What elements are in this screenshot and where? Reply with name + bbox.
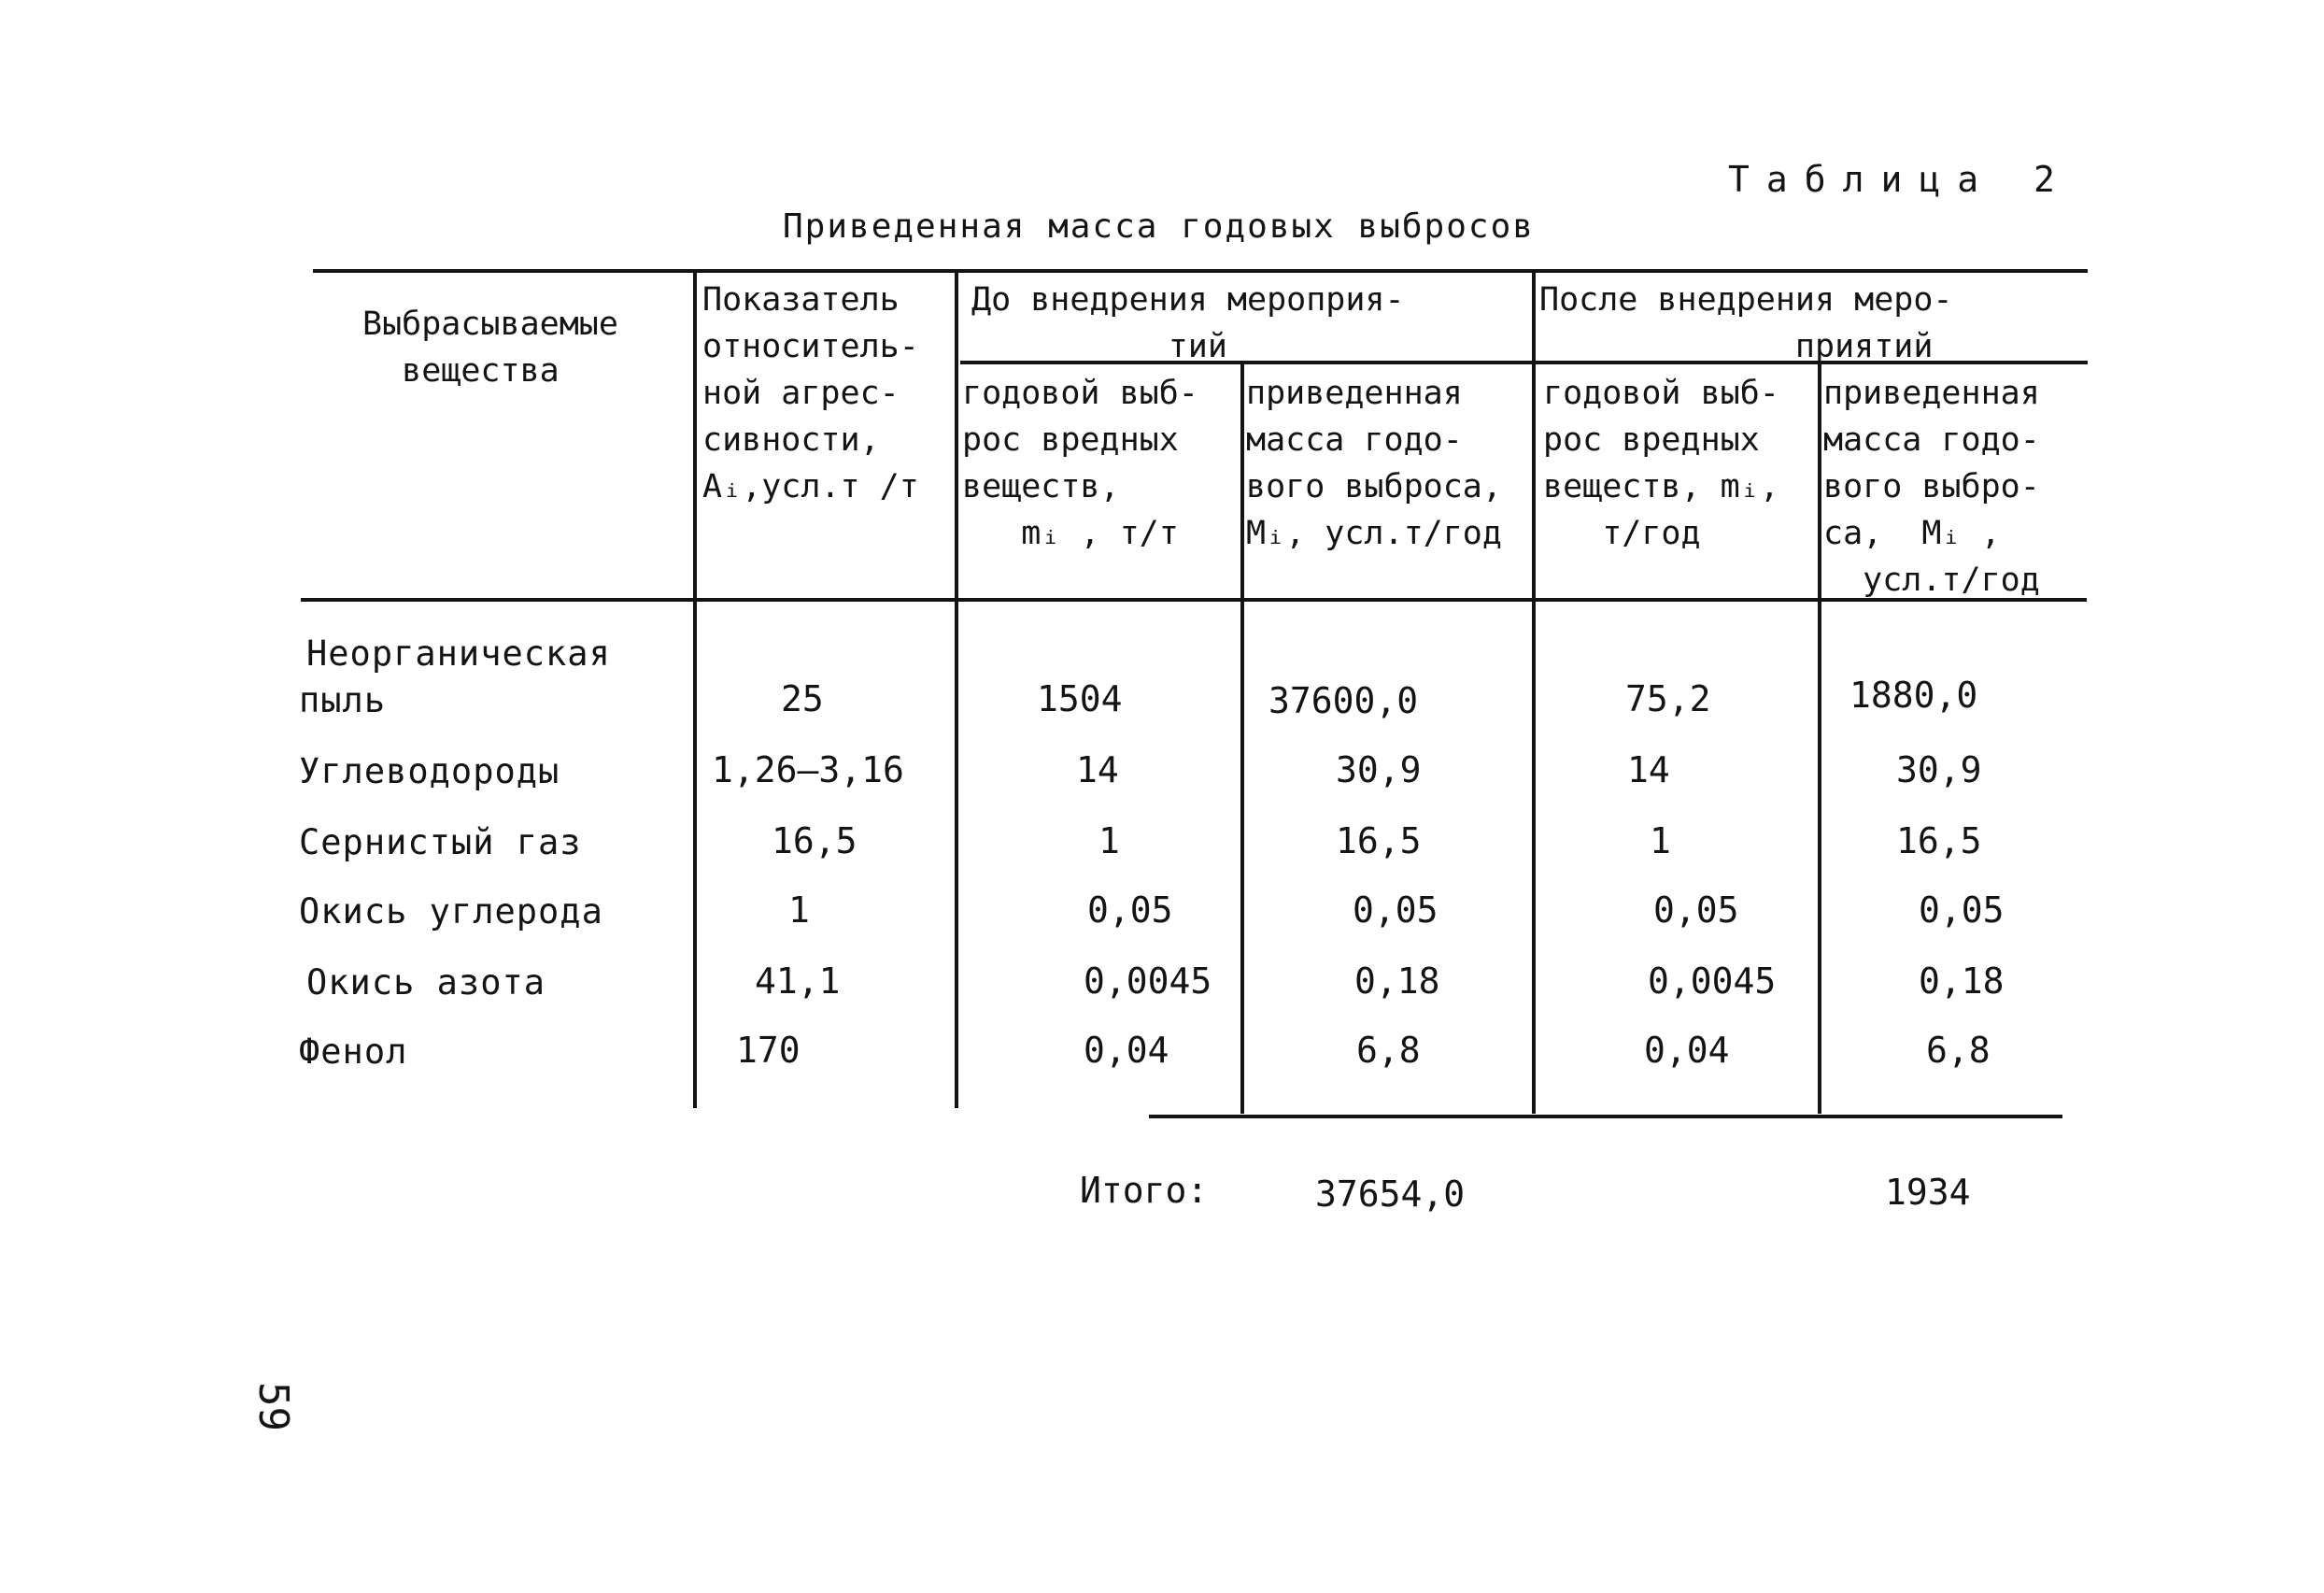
row-name: Фенол — [299, 1031, 408, 1072]
total-before: 37654,0 — [1315, 1173, 1466, 1215]
total-after: 1934 — [1885, 1172, 1971, 1213]
cell-after-emission: 0,0045 — [1648, 960, 1777, 1002]
col-divider-2 — [955, 269, 958, 1108]
cell-before-emission: 0,0045 — [1084, 960, 1212, 1002]
header-before-reduced: приведенная масса годо- вого выброса, Mᵢ, усл.т/год — [1246, 375, 1502, 552]
col-divider-4 — [1532, 269, 1536, 1114]
row-name-line1: Неорганическая — [306, 633, 611, 674]
cell-after-reduced: 1880,0 — [1849, 675, 1978, 716]
col-divider-5 — [1818, 361, 1821, 1114]
row-name: Окись углерода — [299, 891, 603, 932]
cell-before-emission: 0,04 — [1084, 1030, 1169, 1071]
header-after-emission: годовой выб- рос вредных веществ, mᵢ, т/год — [1543, 375, 1779, 552]
page-number: 59 — [248, 1382, 297, 1431]
cell-index: 1 — [788, 889, 810, 931]
cell-before-reduced: 37600,0 — [1268, 680, 1419, 721]
header-before-emission: годовой выб- рос вредных веществ, mᵢ , т/т — [962, 375, 1198, 552]
header-aggressiveness-index: Показатель относитель- ной агрес- сивности, Aᵢ,усл.т /т — [702, 281, 919, 505]
cell-after-reduced: 6,8 — [1926, 1030, 1991, 1071]
cell-before-reduced: 6,8 — [1356, 1030, 1421, 1071]
cell-before-emission: 0,05 — [1087, 889, 1173, 931]
cell-after-emission: 1 — [1650, 820, 1671, 861]
cell-index: 16,5 — [772, 820, 857, 861]
header-before-group: До внедрения мероприя- тий — [971, 281, 1405, 365]
cell-before-reduced: 0,05 — [1353, 889, 1438, 931]
cell-after-emission: 75,2 — [1625, 678, 1711, 719]
cell-after-reduced: 16,5 — [1896, 820, 1982, 861]
table-label: Таблица 2 — [1728, 159, 2072, 200]
cell-after-emission: 14 — [1627, 749, 1670, 790]
top-rule — [313, 269, 2088, 273]
row-name: Сернистый газ — [299, 822, 582, 862]
col-divider-3 — [1240, 361, 1244, 1114]
cell-before-emission: 1 — [1098, 820, 1120, 861]
cell-after-emission: 0,05 — [1653, 889, 1739, 931]
cell-before-reduced: 16,5 — [1336, 820, 1422, 861]
cell-before-reduced: 0,18 — [1354, 960, 1440, 1002]
col-divider-1 — [693, 269, 697, 1108]
cell-before-emission: 14 — [1076, 749, 1119, 790]
cell-after-reduced: 0,05 — [1919, 889, 2005, 931]
cell-after-reduced: 0,18 — [1919, 960, 2005, 1002]
row-name: пыль — [299, 680, 387, 720]
row-name: Окись азота — [306, 962, 546, 1003]
cell-before-reduced: 30,9 — [1336, 749, 1422, 790]
cell-before-emission: 1504 — [1037, 678, 1123, 719]
cell-index: 170 — [736, 1030, 801, 1071]
header-after-reduced: приведенная масса годо- вого выбро- са, Mᵢ , усл.т/год — [1823, 375, 2040, 599]
cell-index: 41,1 — [755, 960, 841, 1002]
row-name: Углеводороды — [299, 751, 560, 791]
bottom-rule — [1149, 1115, 2062, 1118]
header-substances: Выбрасываемые вещества — [362, 306, 618, 390]
cell-index: 1,26–3,16 — [712, 749, 904, 790]
cell-after-reduced: 30,9 — [1896, 749, 1982, 790]
cell-index: 25 — [781, 678, 824, 719]
total-label: Итого: — [1080, 1170, 1209, 1211]
table-title: Приведенная масса годовых выбросов — [783, 207, 1535, 246]
header-after-group: После внедрения меро- приятий — [1539, 281, 1953, 365]
cell-after-emission: 0,04 — [1644, 1030, 1730, 1071]
